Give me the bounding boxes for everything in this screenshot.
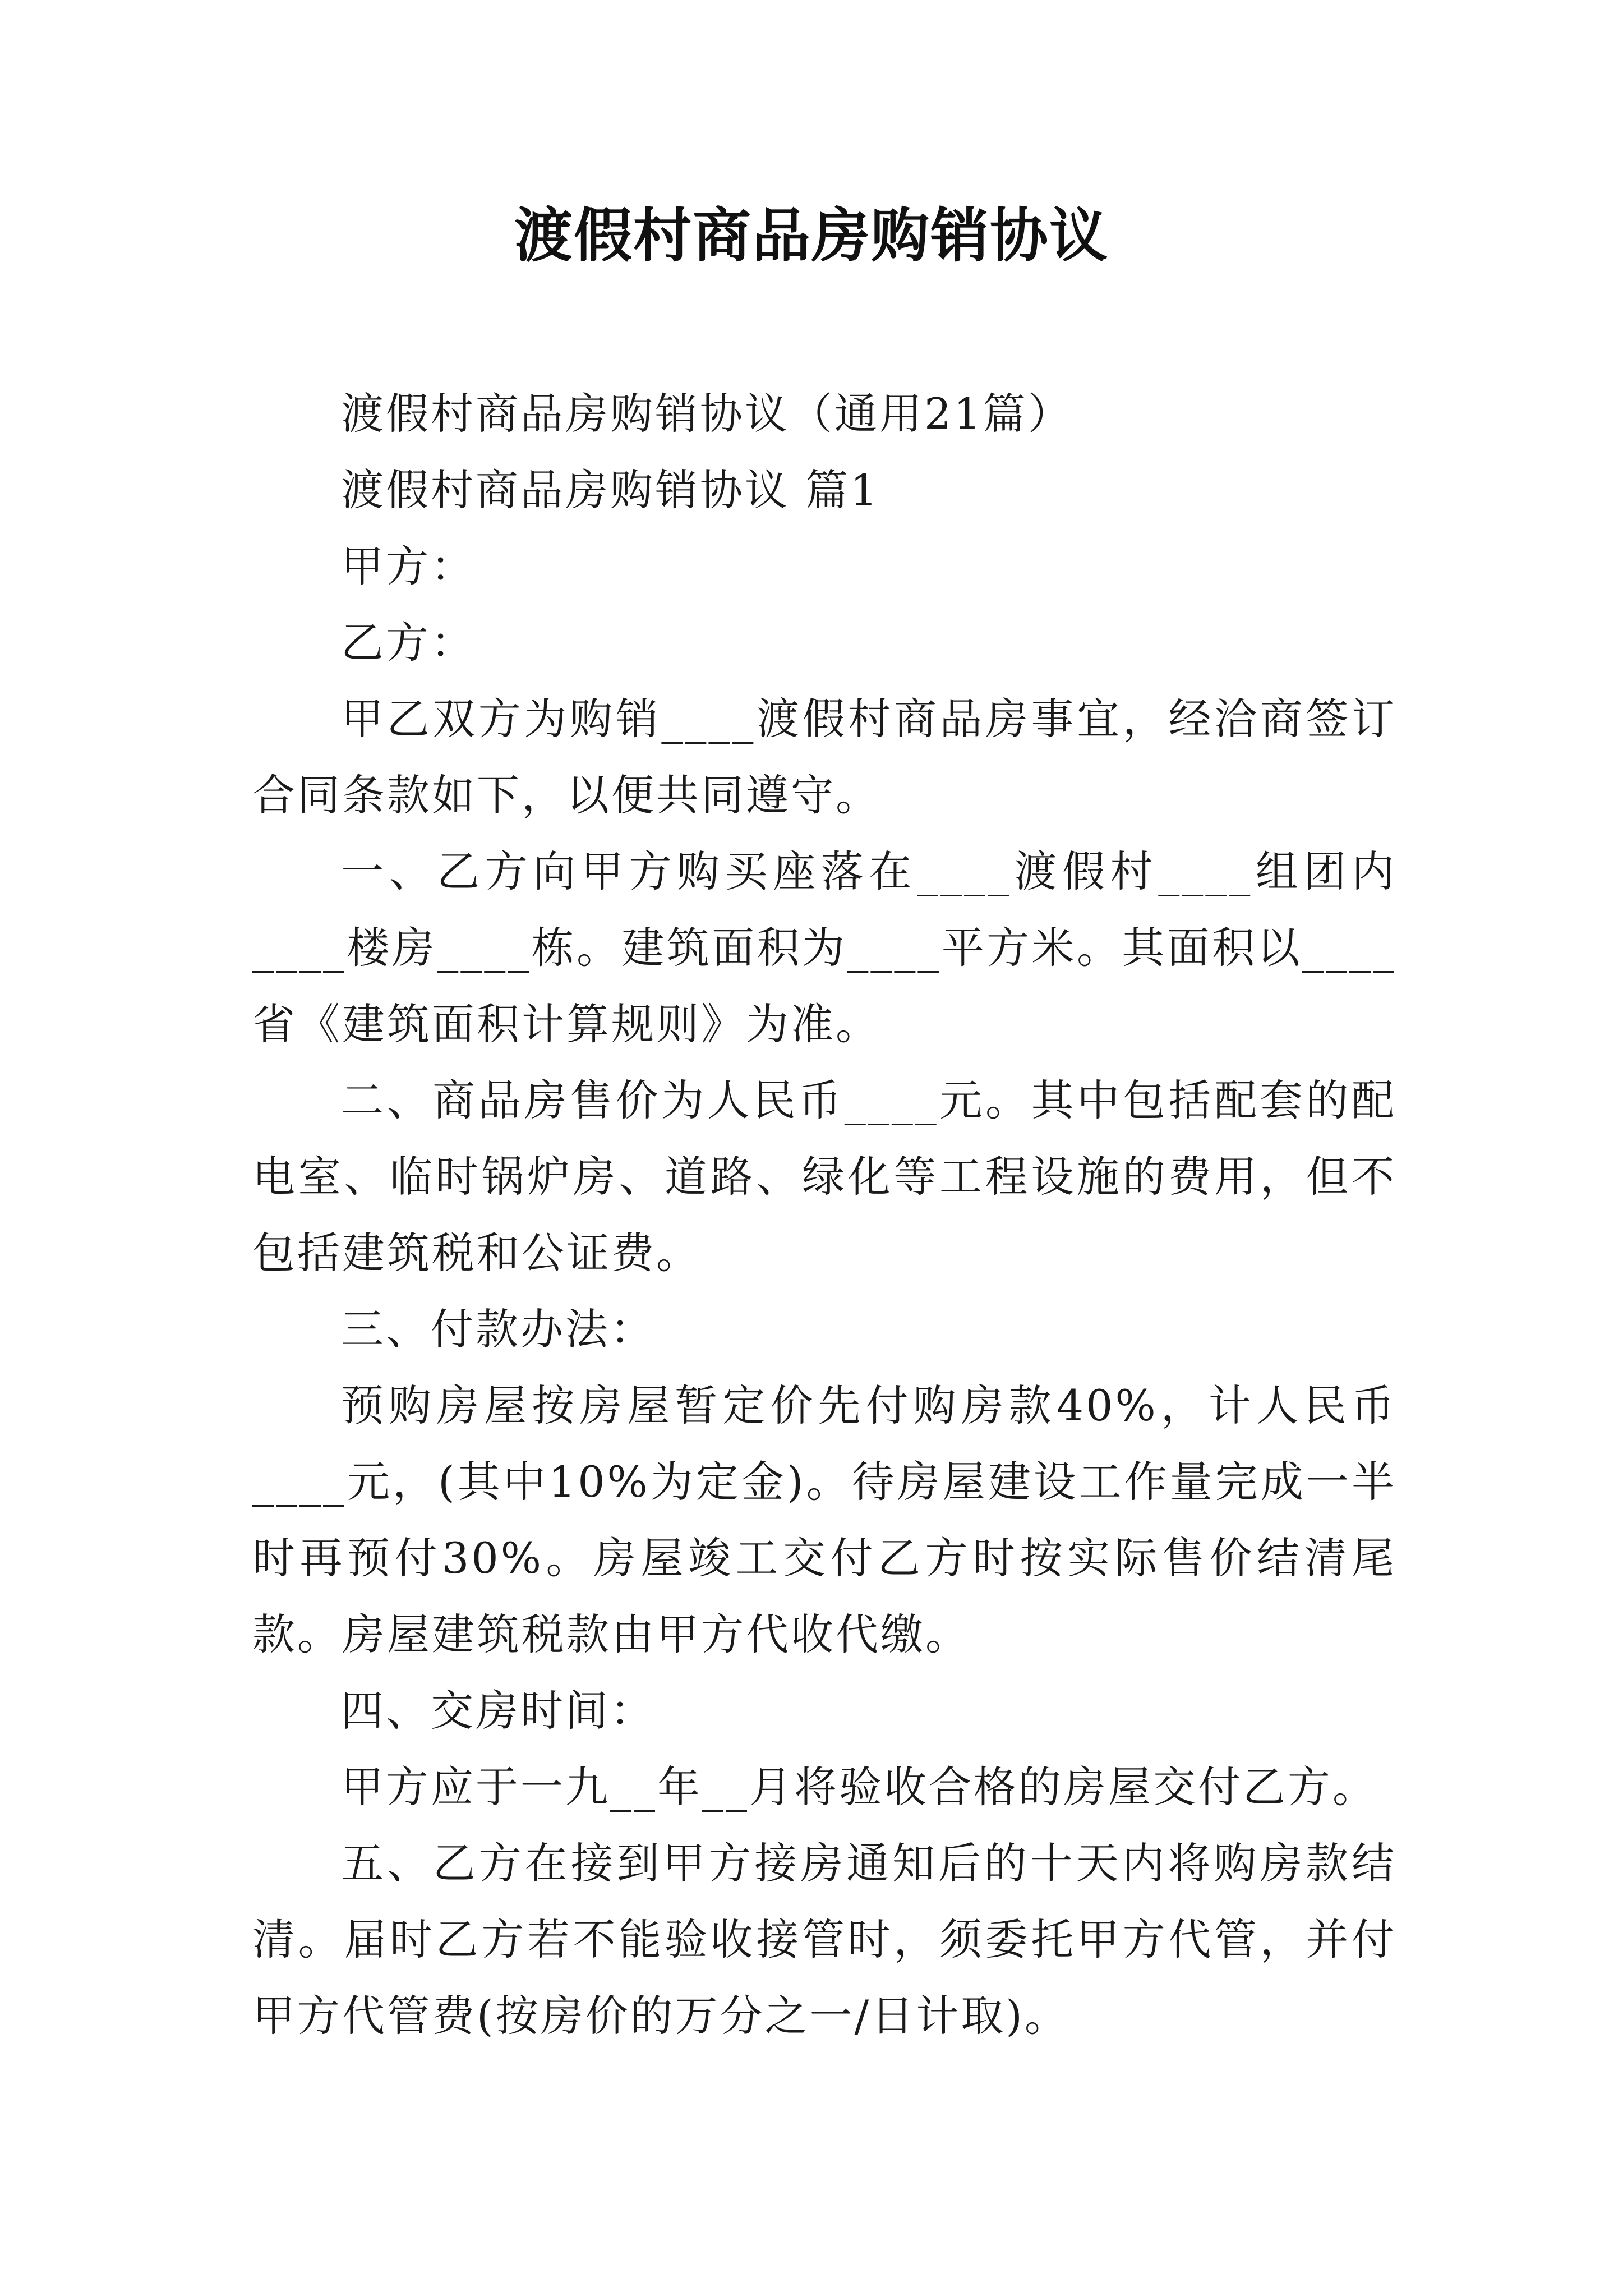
paragraph-clause-1: 一、乙方向甲方购买座落在____渡假村____组团内____楼房____栋。建筑面积为____平方米。其面积以____省《建筑面积计算规则》为准。 xyxy=(252,846,1396,1049)
paragraph-clause-5: 五、乙方在接到甲方接房通知后的十天内将购房款结清。届时乙方若不能验收接管时，须委托甲方代管，并付甲方代管费(按房价的万分之一/日计取)。 xyxy=(252,1838,1396,2041)
paragraph-clause-3-body: 预购房屋按房屋暂定价先付购房款40%，计人民币____元，(其中10%为定金)。待房屋建设工作量完成一半时再预付30%。房屋竣工交付乙方时按实际售价结清尾款。房屋建筑税款由甲方代收代缴。 xyxy=(252,1381,1396,1659)
paragraph-subtitle: 渡假村商品房购销协议（通用21篇） xyxy=(341,389,1073,439)
paragraph-section-heading: 渡假村商品房购销协议 篇1 xyxy=(341,465,880,515)
paragraph-clause-4-heading: 四、交房时间： xyxy=(341,1686,655,1736)
document-body xyxy=(252,376,1396,2054)
paragraph-clause-3-heading: 三、付款办法： xyxy=(341,1304,655,1354)
paragraph-party-a: 甲方： xyxy=(341,541,476,591)
paragraph-party-b: 乙方： xyxy=(341,618,476,668)
paragraph-preamble: 甲乙双方为购销____渡假村商品房事宜，经洽商签订合同条款如下，以便共同遵守。 xyxy=(252,694,1396,820)
paragraph-clause-2: 二、商品房售价为人民币____元。其中包括配套的配电室、临时锅炉房、道路、绿化等工程设施的费用，但不包括建筑税和公证费。 xyxy=(252,1075,1396,1278)
paragraph-clause-4-body: 甲方应于一九__年__月将验收合格的房屋交付乙方。 xyxy=(341,1762,1377,1812)
document-title: 渡假村商品房购销协议 xyxy=(514,201,1109,270)
